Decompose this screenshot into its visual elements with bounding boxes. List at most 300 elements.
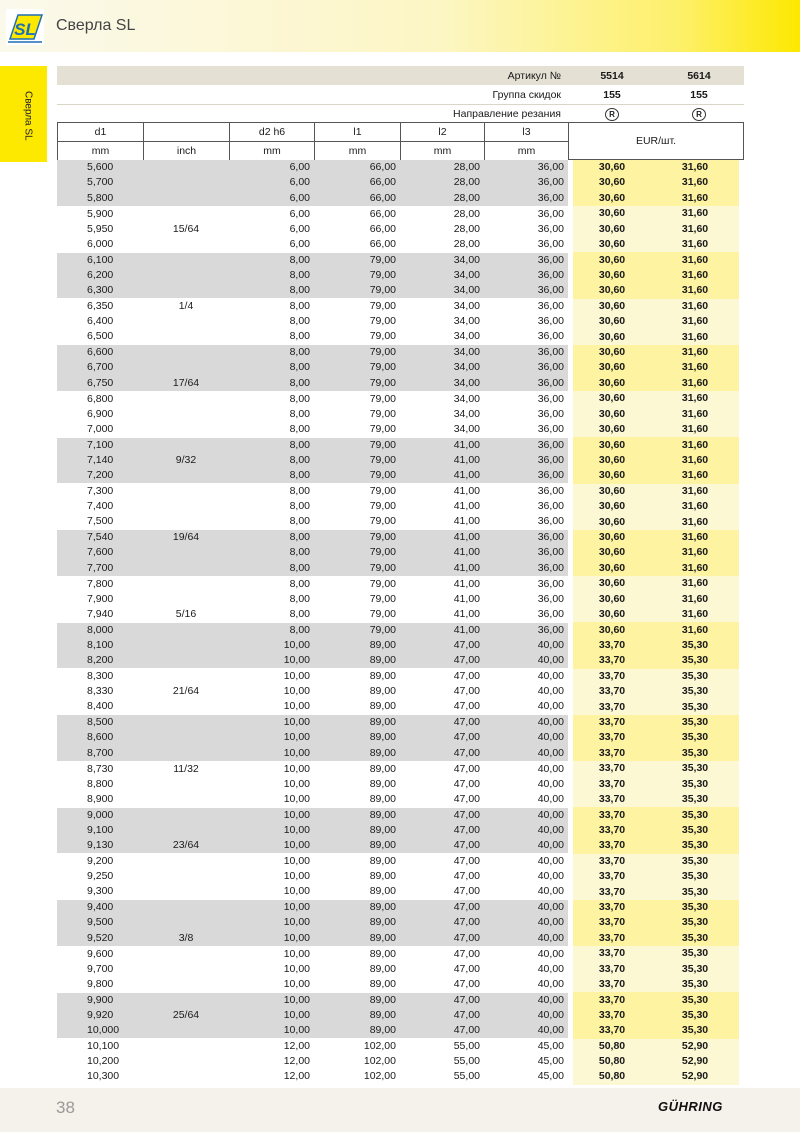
unit-d2: mm (230, 142, 315, 161)
price-5514: 30,60 (573, 576, 651, 592)
d2-cell: 8,00 (229, 422, 314, 438)
d2-cell: 12,00 (229, 1069, 314, 1084)
l1-cell: 79,00 (314, 360, 400, 375)
price-5614: 31,60 (651, 191, 739, 207)
article-label: Артикул № (507, 70, 561, 82)
l2-cell: 47,00 (400, 777, 484, 792)
inch-cell (143, 407, 229, 422)
price-5514: 33,70 (573, 962, 651, 977)
inch-cell (143, 252, 229, 268)
l2-cell: 47,00 (400, 962, 484, 977)
l1-cell: 79,00 (314, 468, 400, 484)
inch-cell: 5/16 (143, 607, 229, 623)
price-5514: 30,60 (573, 268, 651, 283)
d1-cell: 7,940 (57, 607, 143, 623)
l1-cell: 79,00 (314, 422, 400, 438)
price-5614: 52,90 (651, 1069, 739, 1084)
d2-cell: 8,00 (229, 360, 314, 375)
d1-cell: 6,350 (57, 299, 143, 315)
l2-cell: 41,00 (400, 545, 484, 560)
d2-cell: 10,00 (229, 684, 314, 699)
price-5514: 30,60 (573, 314, 651, 329)
table-row (57, 1069, 739, 1084)
l1-cell: 79,00 (314, 376, 400, 392)
d2-cell: 8,00 (229, 268, 314, 283)
l1-cell: 102,00 (314, 1039, 400, 1055)
inch-cell (143, 715, 229, 731)
inch-cell: 1/4 (143, 299, 229, 315)
l1-cell: 79,00 (314, 592, 400, 607)
l1-cell: 79,00 (314, 252, 400, 268)
l2-cell: 47,00 (400, 1023, 484, 1039)
l3-cell: 40,00 (484, 1008, 568, 1023)
right-hand-cutting-icon: R (692, 108, 706, 121)
d2-cell: 6,00 (229, 175, 314, 190)
l3-cell: 45,00 (484, 1054, 568, 1069)
l3-cell: 36,00 (484, 530, 568, 546)
d1-cell: 5,700 (57, 175, 143, 190)
l2-cell: 41,00 (400, 561, 484, 577)
l2-cell: 34,00 (400, 283, 484, 299)
l2-cell: 55,00 (400, 1054, 484, 1069)
d2-cell: 10,00 (229, 823, 314, 838)
l3-cell: 36,00 (484, 360, 568, 375)
l3-cell: 40,00 (484, 792, 568, 808)
inch-cell (143, 915, 229, 930)
l1-cell: 89,00 (314, 1023, 400, 1039)
price-5514: 33,70 (573, 730, 651, 745)
col-l3: l3 (485, 123, 569, 142)
l1-cell: 89,00 (314, 823, 400, 838)
l3-cell: 40,00 (484, 761, 568, 777)
d1-cell: 8,100 (57, 638, 143, 653)
l2-cell: 47,00 (400, 838, 484, 854)
d2-cell: 10,00 (229, 946, 314, 962)
l2-cell: 34,00 (400, 299, 484, 315)
l2-cell: 41,00 (400, 453, 484, 468)
price-5614: 35,30 (651, 915, 739, 930)
l2-cell: 47,00 (400, 761, 484, 777)
price-5514: 33,70 (573, 669, 651, 685)
d1-cell: 10,200 (57, 1054, 143, 1069)
d1-cell: 8,000 (57, 622, 143, 638)
l1-cell: 79,00 (314, 576, 400, 592)
l2-cell: 47,00 (400, 792, 484, 808)
d1-cell: 7,140 (57, 453, 143, 468)
l2-cell: 55,00 (400, 1039, 484, 1055)
price-5514: 30,60 (573, 206, 651, 222)
price-5514: 33,70 (573, 684, 651, 699)
l3-cell: 40,00 (484, 1023, 568, 1039)
d1-cell: 8,900 (57, 792, 143, 808)
l3-cell: 40,00 (484, 746, 568, 762)
l1-cell: 89,00 (314, 653, 400, 669)
l3-cell: 36,00 (484, 576, 568, 592)
price-5614: 52,90 (651, 1039, 739, 1055)
price-5514: 33,70 (573, 1023, 651, 1039)
l1-cell: 79,00 (314, 391, 400, 407)
d2-cell: 10,00 (229, 669, 314, 685)
side-tab-label: Сверла SL (22, 91, 34, 141)
l1-cell: 89,00 (314, 915, 400, 930)
l3-cell: 40,00 (484, 946, 568, 962)
d2-cell: 10,00 (229, 1008, 314, 1023)
table-row (57, 838, 739, 854)
d2-cell: 8,00 (229, 545, 314, 560)
l1-cell: 79,00 (314, 329, 400, 345)
price-5514: 33,70 (573, 653, 651, 669)
unit-inch: inch (144, 142, 230, 161)
d2-cell: 6,00 (229, 206, 314, 222)
inch-cell (143, 653, 229, 669)
d1-cell: 8,300 (57, 669, 143, 685)
l3-cell: 36,00 (484, 622, 568, 638)
l3-cell: 40,00 (484, 684, 568, 699)
d2-cell: 8,00 (229, 407, 314, 422)
table-row (57, 468, 739, 484)
d1-cell: 6,500 (57, 329, 143, 345)
l1-cell: 66,00 (314, 175, 400, 190)
l3-cell: 36,00 (484, 545, 568, 560)
l3-cell: 40,00 (484, 777, 568, 792)
inch-cell: 11/32 (143, 761, 229, 777)
inch-cell: 3/8 (143, 931, 229, 947)
price-5614: 35,30 (651, 931, 739, 947)
table-row (57, 607, 739, 623)
unit-l2: mm (401, 142, 485, 161)
table-row (57, 561, 739, 577)
price-5614: 35,30 (651, 792, 739, 808)
price-5614: 31,60 (651, 453, 739, 468)
l1-cell: 79,00 (314, 561, 400, 577)
table-row (57, 252, 739, 268)
d1-cell: 9,000 (57, 807, 143, 823)
d1-cell: 10,300 (57, 1069, 143, 1084)
l2-cell: 47,00 (400, 715, 484, 731)
table-row (57, 360, 739, 375)
inch-cell (143, 699, 229, 715)
l2-cell: 47,00 (400, 669, 484, 685)
inch-cell (143, 1054, 229, 1069)
l3-cell: 36,00 (484, 206, 568, 222)
price-5614: 31,60 (651, 283, 739, 299)
price-5514: 30,60 (573, 592, 651, 607)
price-5514: 30,60 (573, 530, 651, 546)
l1-cell: 89,00 (314, 884, 400, 900)
d2-cell: 10,00 (229, 915, 314, 930)
table-row (57, 206, 739, 222)
l1-cell: 89,00 (314, 807, 400, 823)
l3-cell: 36,00 (484, 376, 568, 392)
table-row (57, 622, 739, 638)
table-row (57, 422, 739, 438)
inch-cell (143, 638, 229, 653)
price-5514: 33,70 (573, 900, 651, 916)
d1-cell: 9,100 (57, 823, 143, 838)
price-5614: 35,30 (651, 962, 739, 977)
l3-cell: 40,00 (484, 669, 568, 685)
l3-cell: 40,00 (484, 807, 568, 823)
l3-cell: 36,00 (484, 592, 568, 607)
l1-cell: 89,00 (314, 792, 400, 808)
l1-cell: 66,00 (314, 222, 400, 237)
l2-cell: 47,00 (400, 699, 484, 715)
table-row (57, 514, 739, 530)
price-5514: 30,60 (573, 453, 651, 468)
price-5614: 35,30 (651, 900, 739, 916)
l1-cell: 102,00 (314, 1054, 400, 1069)
l3-cell: 36,00 (484, 422, 568, 438)
d1-cell: 7,100 (57, 437, 143, 453)
l2-cell: 28,00 (400, 206, 484, 222)
inch-cell (143, 792, 229, 808)
table-row (57, 669, 739, 685)
l1-cell: 89,00 (314, 946, 400, 962)
l2-cell: 41,00 (400, 499, 484, 514)
inch-cell (143, 360, 229, 375)
l3-cell: 40,00 (484, 884, 568, 900)
l2-cell: 41,00 (400, 530, 484, 546)
price-5614: 31,60 (651, 499, 739, 514)
l1-cell: 79,00 (314, 453, 400, 468)
table-row (57, 777, 739, 792)
inch-cell: 17/64 (143, 376, 229, 392)
price-5614: 31,60 (651, 222, 739, 237)
l2-cell: 41,00 (400, 468, 484, 484)
price-5514: 33,70 (573, 699, 651, 715)
d2-cell: 10,00 (229, 854, 314, 870)
d1-cell: 6,750 (57, 376, 143, 392)
l3-cell: 36,00 (484, 314, 568, 329)
d1-cell: 8,500 (57, 715, 143, 731)
d1-cell: 8,330 (57, 684, 143, 699)
d2-cell: 10,00 (229, 792, 314, 808)
inch-cell (143, 314, 229, 329)
price-5514: 33,70 (573, 792, 651, 808)
l2-cell: 28,00 (400, 237, 484, 253)
l3-cell: 45,00 (484, 1069, 568, 1084)
price-5614: 31,60 (651, 422, 739, 438)
d1-cell: 7,300 (57, 484, 143, 500)
table-row (57, 329, 739, 345)
unit-l1: mm (315, 142, 401, 161)
l1-cell: 79,00 (314, 622, 400, 638)
price-5614: 35,30 (651, 699, 739, 715)
d1-cell: 8,700 (57, 746, 143, 762)
price-5514: 33,70 (573, 946, 651, 962)
price-5514: 30,60 (573, 345, 651, 361)
d2-cell: 8,00 (229, 437, 314, 453)
l2-cell: 34,00 (400, 391, 484, 407)
l2-cell: 47,00 (400, 977, 484, 993)
d2-cell: 8,00 (229, 299, 314, 315)
price-5514: 30,60 (573, 422, 651, 438)
d1-cell: 6,200 (57, 268, 143, 283)
table-row (57, 237, 739, 253)
price-5614: 31,60 (651, 576, 739, 592)
price-5514: 30,60 (573, 329, 651, 345)
price-5614: 31,60 (651, 514, 739, 530)
price-5614: 31,60 (651, 391, 739, 407)
l3-cell: 40,00 (484, 931, 568, 947)
price-5514: 33,70 (573, 977, 651, 993)
col-l1: l1 (315, 123, 401, 142)
table-row (57, 653, 739, 669)
inch-cell (143, 869, 229, 884)
price-5514: 30,60 (573, 222, 651, 237)
table-row (57, 283, 739, 299)
table-row (57, 376, 739, 392)
table-row (57, 314, 739, 329)
l2-cell: 28,00 (400, 191, 484, 207)
price-5614: 31,60 (651, 252, 739, 268)
price-5514: 30,60 (573, 160, 651, 175)
l3-cell: 36,00 (484, 175, 568, 190)
price-5514: 33,70 (573, 715, 651, 731)
d2-cell: 10,00 (229, 1023, 314, 1039)
d2-cell: 10,00 (229, 715, 314, 731)
d2-cell: 8,00 (229, 345, 314, 361)
d2-cell: 10,00 (229, 992, 314, 1008)
l2-cell: 41,00 (400, 437, 484, 453)
article-row (57, 67, 744, 85)
l2-cell: 34,00 (400, 407, 484, 422)
inch-cell (143, 329, 229, 345)
price-5514: 33,70 (573, 1008, 651, 1023)
d2-cell: 8,00 (229, 453, 314, 468)
d2-cell: 10,00 (229, 638, 314, 653)
table-row (57, 268, 739, 283)
l3-cell: 40,00 (484, 915, 568, 930)
price-5514: 33,70 (573, 638, 651, 653)
price-5614: 31,60 (651, 329, 739, 345)
article-1: 5514 (600, 70, 624, 82)
l1-cell: 66,00 (314, 191, 400, 207)
price-5614: 35,30 (651, 777, 739, 792)
l2-cell: 41,00 (400, 576, 484, 592)
price-5614: 31,60 (651, 376, 739, 392)
unit-d1: mm (58, 142, 144, 161)
l3-cell: 36,00 (484, 607, 568, 623)
discount-1: 155 (603, 89, 621, 101)
direction-label: Направление резания (453, 108, 561, 120)
inch-cell (143, 391, 229, 407)
table-row (57, 1008, 739, 1023)
table-row (57, 345, 739, 361)
table-row (57, 699, 739, 715)
l1-cell: 79,00 (314, 268, 400, 283)
l3-cell: 40,00 (484, 730, 568, 745)
price-5514: 30,60 (573, 391, 651, 407)
l1-cell: 89,00 (314, 761, 400, 777)
price-5514: 30,60 (573, 252, 651, 268)
inch-cell: 15/64 (143, 222, 229, 237)
table-row (57, 730, 739, 745)
d2-cell: 10,00 (229, 869, 314, 884)
d1-cell: 7,400 (57, 499, 143, 514)
l2-cell: 47,00 (400, 638, 484, 653)
price-5514: 30,60 (573, 607, 651, 623)
price-5614: 35,30 (651, 884, 739, 900)
inch-cell (143, 777, 229, 792)
inch-cell (143, 191, 229, 207)
l3-cell: 40,00 (484, 900, 568, 916)
d1-cell: 8,200 (57, 653, 143, 669)
top-header (0, 0, 800, 52)
d2-cell: 12,00 (229, 1039, 314, 1055)
inch-cell (143, 484, 229, 500)
l3-cell: 40,00 (484, 699, 568, 715)
price-5614: 35,30 (651, 807, 739, 823)
d2-cell: 8,00 (229, 561, 314, 577)
l2-cell: 47,00 (400, 900, 484, 916)
l3-cell: 36,00 (484, 514, 568, 530)
price-5614: 31,60 (651, 314, 739, 329)
price-5614: 31,60 (651, 607, 739, 623)
price-5614: 35,30 (651, 992, 739, 1008)
inch-cell (143, 669, 229, 685)
l1-cell: 89,00 (314, 992, 400, 1008)
discount-row (57, 86, 744, 104)
l1-cell: 79,00 (314, 484, 400, 500)
l3-cell: 40,00 (484, 869, 568, 884)
table-row (57, 792, 739, 808)
table-row (57, 684, 739, 699)
l1-cell: 66,00 (314, 160, 400, 175)
inch-cell (143, 900, 229, 916)
d1-cell: 7,900 (57, 592, 143, 607)
article-2: 5614 (687, 70, 711, 82)
l2-cell: 28,00 (400, 222, 484, 237)
price-5614: 35,30 (651, 669, 739, 685)
d1-cell: 6,000 (57, 237, 143, 253)
d2-cell: 8,00 (229, 576, 314, 592)
d2-cell: 8,00 (229, 530, 314, 546)
price-5514: 33,70 (573, 884, 651, 900)
inch-cell (143, 1023, 229, 1039)
l2-cell: 41,00 (400, 484, 484, 500)
l1-cell: 102,00 (314, 1069, 400, 1084)
l2-cell: 47,00 (400, 684, 484, 699)
table-row (57, 869, 739, 884)
d1-cell: 7,540 (57, 530, 143, 546)
l2-cell: 34,00 (400, 329, 484, 345)
price-5614: 31,60 (651, 237, 739, 253)
l3-cell: 40,00 (484, 715, 568, 731)
price-5514: 33,70 (573, 746, 651, 762)
d1-cell: 6,300 (57, 283, 143, 299)
inch-cell (143, 345, 229, 361)
d2-cell: 8,00 (229, 607, 314, 623)
right-hand-cutting-icon: R (605, 108, 619, 121)
inch-cell (143, 962, 229, 977)
d1-cell: 9,250 (57, 869, 143, 884)
table-row (57, 823, 739, 838)
d1-cell: 6,900 (57, 407, 143, 422)
l2-cell: 41,00 (400, 514, 484, 530)
l1-cell: 79,00 (314, 437, 400, 453)
l2-cell: 41,00 (400, 592, 484, 607)
price-5514: 30,60 (573, 237, 651, 253)
l1-cell: 89,00 (314, 777, 400, 792)
d2-cell: 8,00 (229, 468, 314, 484)
table-row (57, 946, 739, 962)
price-header: EUR/шт. (568, 122, 744, 160)
table-row (57, 915, 739, 930)
table-row (57, 391, 739, 407)
d2-cell: 10,00 (229, 838, 314, 854)
price-5514: 30,60 (573, 468, 651, 484)
